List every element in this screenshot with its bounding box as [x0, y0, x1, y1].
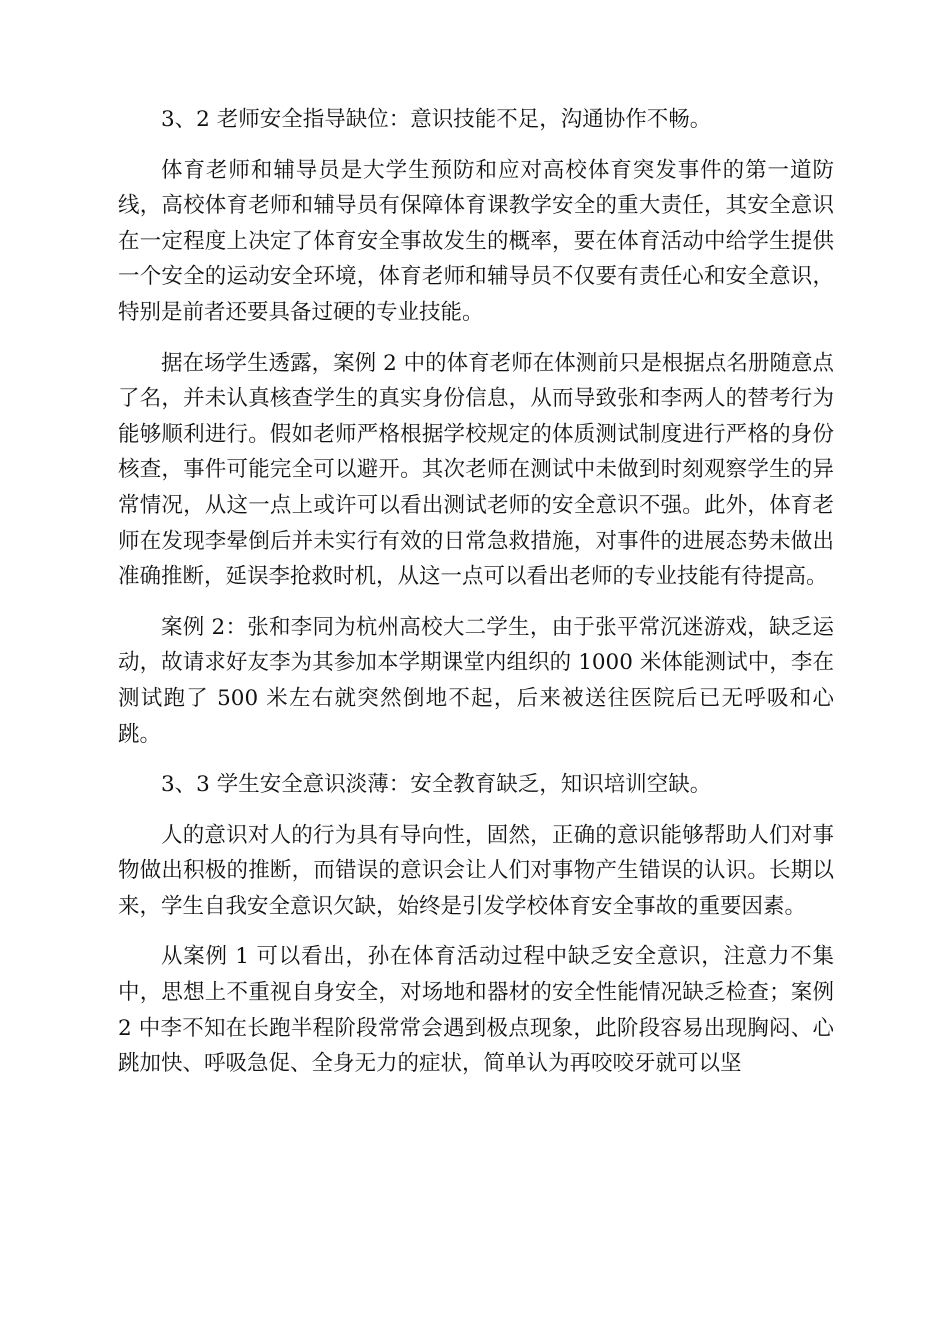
paragraph-student-awareness: 人的意识对人的行为具有导向性，固然，正确的意识能够帮助人们对事物做出积极的推断，而错误的意识会让人们对事物产生错误的认识。长期以来，学生自我安全意识欠缺，始终是引发学校体育安全事故的重要因素。: [118, 822, 834, 919]
paragraph-case-2-analysis: 据在场学生透露，案例 2 中的体育老师在体测前只是根据点名册随意点了名，并未认真核查学生的真实身份信息，从而导致张和李两人的替考行为能够顺利进行。假如老师严格根据学校规定的体质测试制度进行严格的身份核查，事件可能完全可以避开。其次老师在测试中未做到时刻观察学生的异常情况，从这一点上或许可以看出测试老师的安全意识不强。此外，体育老师在发现李晕倒后并未实行有效的日常急救措施，对事件的进展态势未做出准确推断，延误李抢救时机，从这一点可以看出老师的专业技能有待提高。: [118, 350, 834, 590]
section-heading-3-3: 3、3 学生安全意识淡薄：安全教育缺乏，知识培训空缺。: [161, 772, 712, 798]
section-heading-3-2: 3、2 老师安全指导缺位：意识技能不足，沟通协作不畅。: [161, 107, 712, 132]
paragraph-case-1-2-analysis: 从案例 1 可以看出，孙在体育活动过程中缺乏安全意识，注意力不集中，思想上不重视自身安全，对场地和器材的安全性能情况缺乏检查；案例 2 中李不知在长跑半程阶段常常会遇到极点现象，此阶段容易出现胸闷、心跳加快、呼吸急促、全身无力的症状，简单认为再咬咬牙就可以坚: [118, 944, 834, 1077]
paragraph-case-2-description: 案例 2：张和李同为杭州高校大二学生，由于张平常沉迷游戏，缺乏运动，故请求好友李为其参加本学期课堂内组织的 1000 米体能测试中，李在测试跑了 500 米左右就突然倒地不起，后来被送往医院后已无呼吸和心跳。: [118, 614, 834, 747]
document-page: [118, 102, 834, 1097]
paragraph-teacher-responsibility: 体育老师和辅导员是大学生预防和应对高校体育突发事件的第一道防线，高校体育老师和辅导员有保障体育课教学安全的重大责任，其安全意识在一定程度上决定了体育安全事故发生的概率，要在体育活动中给学生提供一个安全的运动安全环境，体育老师和辅导员不仅要有责任心和安全意识，特别是前者还要具备过硬的专业技能。: [118, 157, 834, 325]
